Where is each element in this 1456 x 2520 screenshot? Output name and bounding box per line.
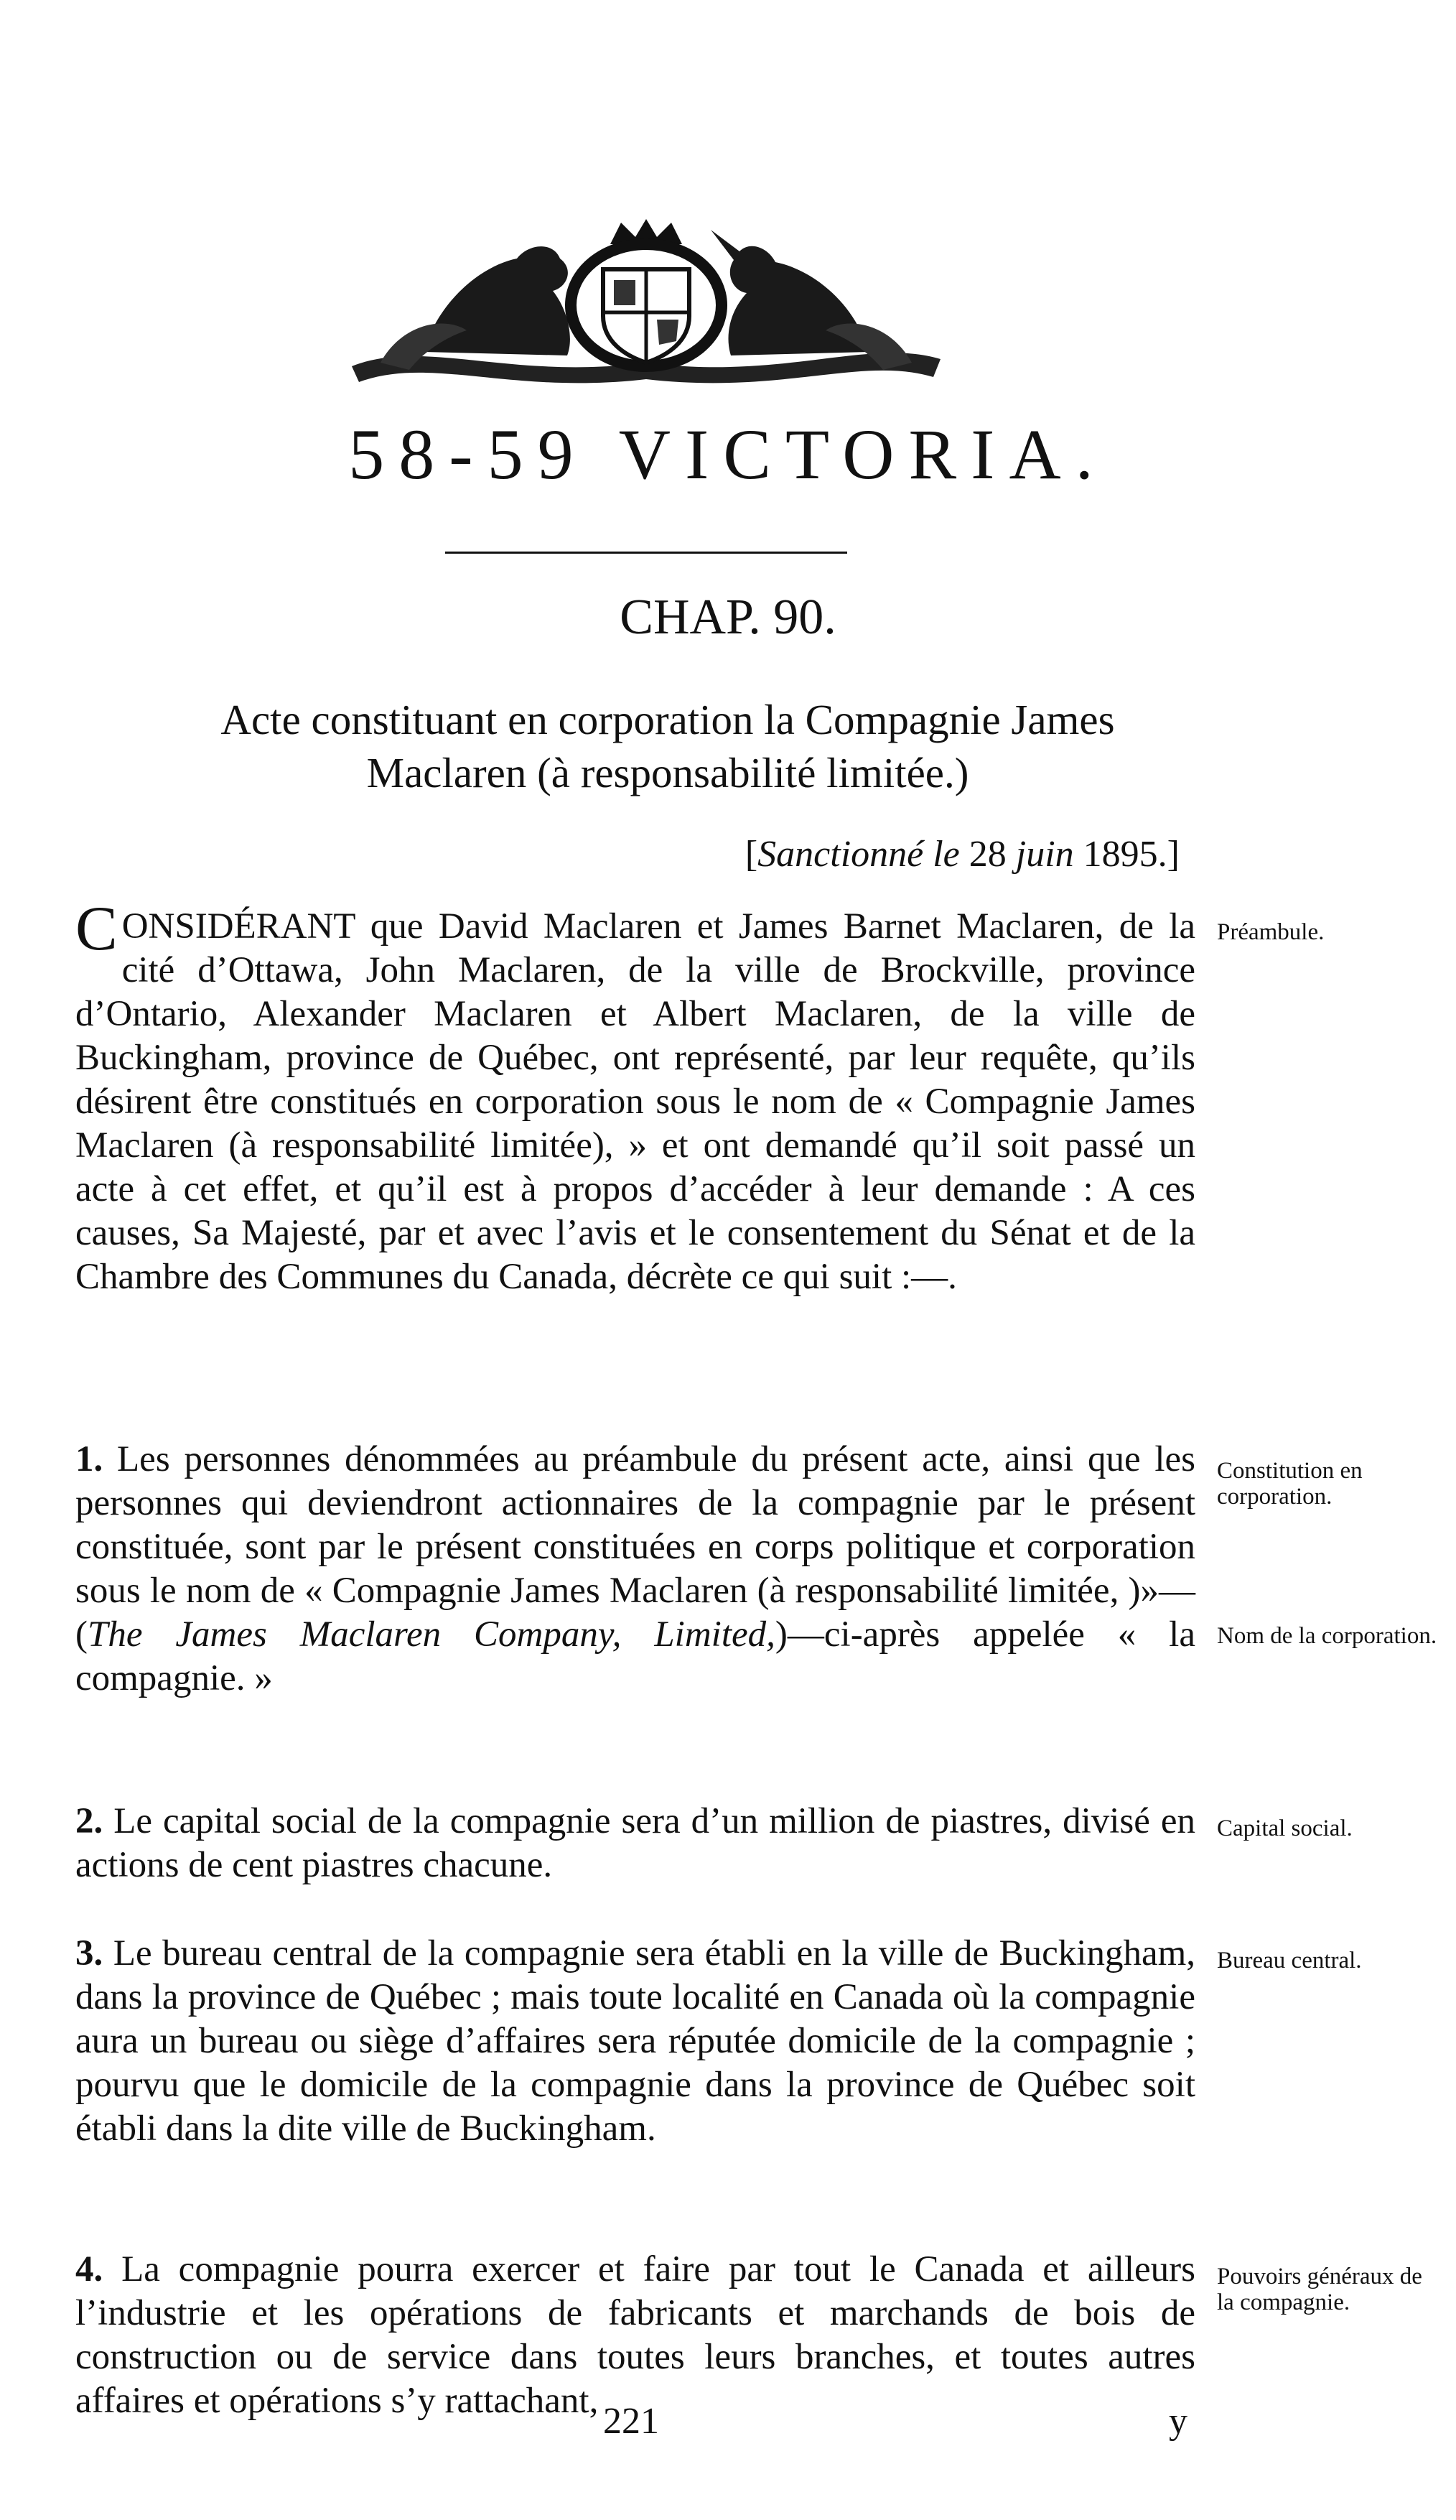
- statute-title: 58-59 VICTORIA.: [348, 414, 1108, 494]
- sanction-label: Sanctionné le: [757, 834, 960, 875]
- section-number: 4.: [75, 2249, 103, 2289]
- margin-note-powers: Pouvoirs généraux de la compagnie.: [1217, 2264, 1422, 2315]
- section-text-end: )—ci-après appelée « la compagnie. »: [75, 1614, 1195, 1698]
- section-text: Le capital social de la compagnie sera d’un million de piastres, divisé en actions de cent piastres chacune.: [75, 1801, 1196, 1885]
- section-4: [75, 2248, 1195, 2423]
- royal-coat-of-arms-icon: [337, 215, 955, 388]
- section-text: Le bureau central de la compagnie sera établi en la ville de Buckingham, dans la province de Québec ; mais toute localité en Canada où la compagnie aura un bureau ou siège d’affaires sera réputée domicile de la compagnie ; pourvu que le domicile de la compagnie dans la province de Québec soit établi dans la dite ville de Buckingham.: [75, 1933, 1195, 2149]
- section-3: [75, 1932, 1195, 2151]
- section-number: 1.: [75, 1439, 103, 1479]
- section-text: Les personnes dénommées au préambule du présent acte, ainsi que les personnes qui deviendront actionnaires de la compagnie par le présent constituée, sont par le présent constituées en corps politique et corporation sous le nom de « Compagnie James Maclaren (à responsabilité limitée, )»—(: [75, 1439, 1196, 1655]
- margin-note-capital: Capital social.: [1217, 1815, 1353, 1841]
- act-title: [72, 693, 1264, 799]
- chapter-number: CHAP. 90.: [620, 590, 836, 645]
- title-divider: [445, 552, 847, 554]
- margin-note-constitution: Constitution en corporation.: [1217, 1458, 1363, 1510]
- section-number: 3.: [75, 1933, 103, 1973]
- sanction-year: 1895.]: [1073, 834, 1180, 875]
- section-text: La compagnie pourra exercer et faire par tout le Canada et ailleurs l’industrie et les opérations de fabricants et marchands de bois de construction ou de service dans toutes leurs branches, et toutes autres affaires et opérations s’y rattachant,: [75, 2249, 1196, 2421]
- page-number: 221: [603, 2401, 659, 2442]
- drop-cap: C: [75, 894, 118, 964]
- sanction-day: 28: [959, 834, 1016, 875]
- section-1: [75, 1438, 1195, 1701]
- preamble-paragraph: [75, 894, 1195, 1299]
- signature-mark: y: [1169, 2401, 1187, 2442]
- section-text-italic: The James Maclaren Company, Limited,: [87, 1614, 775, 1655]
- act-title-line-1: Acte constituant en corporation la Compagnie James: [220, 696, 1115, 743]
- preamble-text: ONSIDÉRANT que David Maclaren et James Barnet Maclaren, de la cité d’Ottawa, John Maclaren, de la ville de Brockville, province d’Ontario, Alexander Maclaren et Albert Maclaren, de la ville de Buckingham, province de Québec, ont représenté, par leur requête, qu’ils désirent être constitués en corporation sous le nom de « Compagnie James Maclaren (à responsabilité limitée), » et ont demandé qu’il soit passé un acte à cet effet, et qu’il est à propos d’accéder à leur demande : A ces causes, Sa Majesté, par et avec l’avis et le consentement du Sénat et de la Chambre des Communes du Canada, décrète ce qui suit :—.: [75, 906, 1195, 1297]
- margin-note-corporation-name: Nom de la corporation.: [1217, 1623, 1437, 1649]
- section-2: [75, 1800, 1195, 1887]
- margin-note-head-office: Bureau central.: [1217, 1948, 1362, 1973]
- sanction-month: juin: [1015, 834, 1074, 875]
- section-number: 2.: [75, 1801, 103, 1841]
- act-title-line-2: Maclaren (à responsabilité limitée.): [366, 749, 969, 796]
- sanction-bracket: [: [745, 834, 758, 875]
- sanction-date: [745, 833, 1180, 875]
- margin-note-preamble: Préambule.: [1217, 919, 1325, 945]
